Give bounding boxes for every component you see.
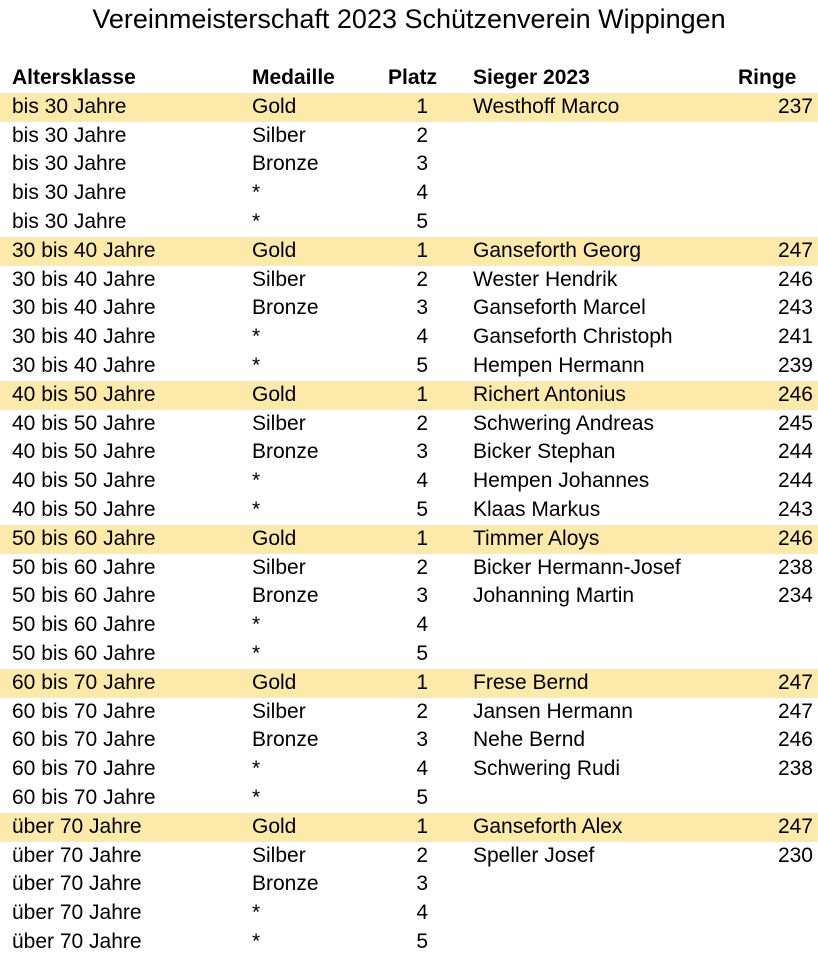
cell-winner: Jansen Hermann (473, 699, 633, 723)
cell-age-class: bis 30 Jahre (12, 181, 127, 205)
cell-age-class: 30 bis 40 Jahre (12, 353, 156, 377)
cell-rings (720, 784, 813, 813)
cell-place: 2 (416, 411, 428, 435)
cell-age-class: über 70 Jahre (12, 843, 142, 867)
cell-place: 3 (416, 728, 428, 752)
cell-rings: 238 (777, 555, 813, 579)
cell-place: 1 (416, 94, 428, 118)
cell-rings: 234 (777, 584, 813, 608)
table-row (0, 899, 818, 928)
cell-medal: Gold (252, 382, 297, 406)
cell-place: 2 (416, 699, 428, 723)
table-row (0, 582, 818, 611)
cell-medal: Gold (252, 94, 297, 118)
table-row (0, 813, 818, 842)
cell-age-class: 50 bis 60 Jahre (12, 526, 156, 550)
cell-medal: Silber (252, 699, 306, 723)
cell-age-class: 50 bis 60 Jahre (12, 613, 156, 637)
table-row (0, 784, 818, 813)
cell-winner (473, 640, 723, 669)
cell-medal: * (252, 785, 261, 809)
header-rings: Ringe (738, 66, 797, 89)
cell-age-class: über 70 Jahre (12, 872, 142, 896)
table-row (0, 496, 818, 525)
cell-rings: 230 (777, 843, 813, 867)
cell-winner: Johanning Martin (473, 584, 635, 608)
table-header-row (0, 64, 818, 93)
cell-age-class: über 70 Jahre (12, 814, 142, 838)
cell-winner: Ganseforth Christoph (473, 325, 673, 349)
cell-age-class: 60 bis 70 Jahre (12, 670, 156, 694)
cell-age-class: 50 bis 60 Jahre (12, 641, 156, 665)
table-row (0, 554, 818, 583)
table-row (0, 323, 818, 352)
cell-winner: Ganseforth Alex (473, 814, 623, 838)
cell-medal: * (252, 325, 261, 349)
table-row (0, 266, 818, 295)
cell-place: 2 (416, 123, 428, 147)
header-age-class: Altersklasse (12, 66, 136, 89)
cell-medal: Silber (252, 267, 306, 291)
cell-place: 1 (416, 814, 428, 838)
cell-rings: 244 (777, 440, 813, 464)
cell-place: 2 (416, 843, 428, 867)
page-title: Vereinmeisterschaft 2023 Schützenverein Wippingen (92, 4, 726, 34)
cell-age-class: 40 bis 50 Jahre (12, 497, 156, 521)
cell-winner (473, 899, 723, 928)
cell-winner: Klaas Markus (473, 497, 601, 521)
cell-place: 4 (416, 325, 428, 349)
cell-rings: 247 (777, 814, 813, 838)
cell-age-class: über 70 Jahre (12, 929, 142, 953)
table-row (0, 755, 818, 784)
cell-medal: * (252, 613, 261, 637)
table-row (0, 410, 818, 439)
table-row (0, 150, 818, 179)
cell-winner: Frese Bernd (473, 670, 589, 694)
cell-rings: 241 (777, 325, 813, 349)
cell-medal: * (252, 757, 261, 781)
cell-winner: Richert Antonius (473, 382, 626, 406)
table-row (0, 352, 818, 381)
table-row (0, 698, 818, 727)
cell-medal: * (252, 181, 261, 205)
cell-winner: Bicker Hermann-Josef (473, 555, 681, 579)
cell-place: 5 (416, 209, 428, 233)
cell-rings (720, 122, 813, 151)
cell-medal: Gold (252, 526, 297, 550)
cell-age-class: 40 bis 50 Jahre (12, 440, 156, 464)
cell-rings: 238 (777, 757, 813, 781)
cell-age-class: bis 30 Jahre (12, 94, 127, 118)
cell-rings: 237 (777, 94, 813, 118)
cell-rings: 246 (777, 526, 813, 550)
cell-age-class: 60 bis 70 Jahre (12, 757, 156, 781)
cell-place: 5 (416, 353, 428, 377)
cell-age-class: bis 30 Jahre (12, 152, 127, 176)
table-row (0, 525, 818, 554)
cell-medal: Bronze (252, 152, 319, 176)
cell-place: 4 (416, 757, 428, 781)
header-place: Platz (388, 66, 438, 89)
cell-medal: Gold (252, 814, 297, 838)
cell-winner: Schwering Andreas (473, 411, 654, 435)
cell-rings: 247 (777, 699, 813, 723)
cell-place: 3 (416, 296, 428, 320)
cell-place: 5 (416, 641, 428, 665)
cell-place: 2 (416, 267, 428, 291)
cell-age-class: 40 bis 50 Jahre (12, 469, 156, 493)
header-medal: Medaille (252, 66, 335, 89)
cell-rings: 247 (777, 670, 813, 694)
cell-place: 3 (416, 584, 428, 608)
table-row (0, 726, 818, 755)
cell-place: 1 (416, 670, 428, 694)
table-row (0, 842, 818, 871)
cell-place: 3 (416, 872, 428, 896)
cell-rings (720, 150, 813, 179)
cell-age-class: 30 bis 40 Jahre (12, 296, 156, 320)
cell-rings: 247 (777, 238, 813, 262)
cell-place: 5 (416, 497, 428, 521)
cell-medal: * (252, 497, 261, 521)
cell-age-class: 40 bis 50 Jahre (12, 382, 156, 406)
cell-age-class: 50 bis 60 Jahre (12, 584, 156, 608)
cell-rings (720, 899, 813, 928)
table-row (0, 669, 818, 698)
cell-medal: Silber (252, 843, 306, 867)
cell-medal: * (252, 353, 261, 377)
cell-winner (473, 928, 723, 957)
table-row (0, 179, 818, 208)
cell-winner: Nehe Bernd (473, 728, 586, 752)
cell-medal: * (252, 641, 261, 665)
header-winner: Sieger 2023 (473, 66, 590, 89)
cell-rings (720, 611, 813, 640)
table-row (0, 611, 818, 640)
cell-place: 1 (416, 238, 428, 262)
table-row (0, 294, 818, 323)
cell-medal: Silber (252, 555, 306, 579)
table-row (0, 122, 818, 151)
cell-medal: * (252, 209, 261, 233)
cell-rings: 246 (777, 267, 813, 291)
cell-winner (473, 784, 723, 813)
cell-winner: Timmer Aloys (473, 526, 600, 550)
cell-age-class: bis 30 Jahre (12, 209, 127, 233)
cell-rings: 246 (777, 382, 813, 406)
cell-rings: 239 (777, 353, 813, 377)
cell-winner (473, 611, 723, 640)
cell-age-class: 60 bis 70 Jahre (12, 785, 156, 809)
cell-medal: Bronze (252, 440, 319, 464)
cell-medal: Bronze (252, 584, 319, 608)
cell-winner: Hempen Johannes (473, 469, 650, 493)
cell-rings: 246 (777, 728, 813, 752)
cell-winner: Schwering Rudi (473, 757, 621, 781)
cell-place: 5 (416, 929, 428, 953)
table-row (0, 93, 818, 122)
cell-medal: Silber (252, 123, 306, 147)
cell-medal: Bronze (252, 872, 319, 896)
cell-rings: 244 (777, 469, 813, 493)
cell-winner: Wester Hendrik (473, 267, 618, 291)
cell-age-class: 50 bis 60 Jahre (12, 555, 156, 579)
table-row (0, 208, 818, 237)
table-row (0, 640, 818, 669)
cell-winner: Ganseforth Georg (473, 238, 642, 262)
cell-winner (473, 150, 723, 179)
cell-place: 3 (416, 152, 428, 176)
table-body (0, 93, 818, 957)
cell-age-class: 30 bis 40 Jahre (12, 238, 156, 262)
cell-winner: Westhoff Marco (473, 94, 620, 118)
cell-rings (720, 208, 813, 237)
cell-place: 5 (416, 785, 428, 809)
table-row (0, 237, 818, 266)
table-row (0, 438, 818, 467)
cell-place: 2 (416, 555, 428, 579)
cell-winner (473, 208, 723, 237)
cell-medal: * (252, 469, 261, 493)
cell-age-class: über 70 Jahre (12, 901, 142, 925)
cell-winner: Speller Josef (473, 843, 595, 867)
cell-age-class: 30 bis 40 Jahre (12, 267, 156, 291)
cell-place: 1 (416, 526, 428, 550)
cell-place: 4 (416, 613, 428, 637)
cell-age-class: 40 bis 50 Jahre (12, 411, 156, 435)
table-row (0, 381, 818, 410)
cell-winner (473, 179, 723, 208)
cell-place: 4 (416, 901, 428, 925)
cell-winner: Ganseforth Marcel (473, 296, 646, 320)
cell-medal: Silber (252, 411, 306, 435)
cell-rings (720, 928, 813, 957)
cell-place: 4 (416, 181, 428, 205)
cell-place: 1 (416, 382, 428, 406)
cell-winner: Bicker Stephan (473, 440, 616, 464)
cell-rings: 243 (777, 296, 813, 320)
cell-medal: Bronze (252, 296, 319, 320)
cell-rings: 243 (777, 497, 813, 521)
cell-age-class: bis 30 Jahre (12, 123, 127, 147)
table-row (0, 467, 818, 496)
cell-medal: Gold (252, 670, 297, 694)
cell-place: 4 (416, 469, 428, 493)
cell-medal: * (252, 929, 261, 953)
cell-medal: * (252, 901, 261, 925)
cell-rings: 245 (777, 411, 813, 435)
cell-winner: Hempen Hermann (473, 353, 645, 377)
cell-age-class: 60 bis 70 Jahre (12, 699, 156, 723)
cell-rings (720, 870, 813, 899)
table-row (0, 870, 818, 899)
cell-age-class: 60 bis 70 Jahre (12, 728, 156, 752)
table-row (0, 928, 818, 957)
cell-place: 3 (416, 440, 428, 464)
cell-rings (720, 640, 813, 669)
cell-winner (473, 122, 723, 151)
cell-medal: Gold (252, 238, 297, 262)
cell-medal: Bronze (252, 728, 319, 752)
results-table (0, 64, 818, 957)
cell-rings (720, 179, 813, 208)
cell-winner (473, 870, 723, 899)
cell-age-class: 30 bis 40 Jahre (12, 325, 156, 349)
